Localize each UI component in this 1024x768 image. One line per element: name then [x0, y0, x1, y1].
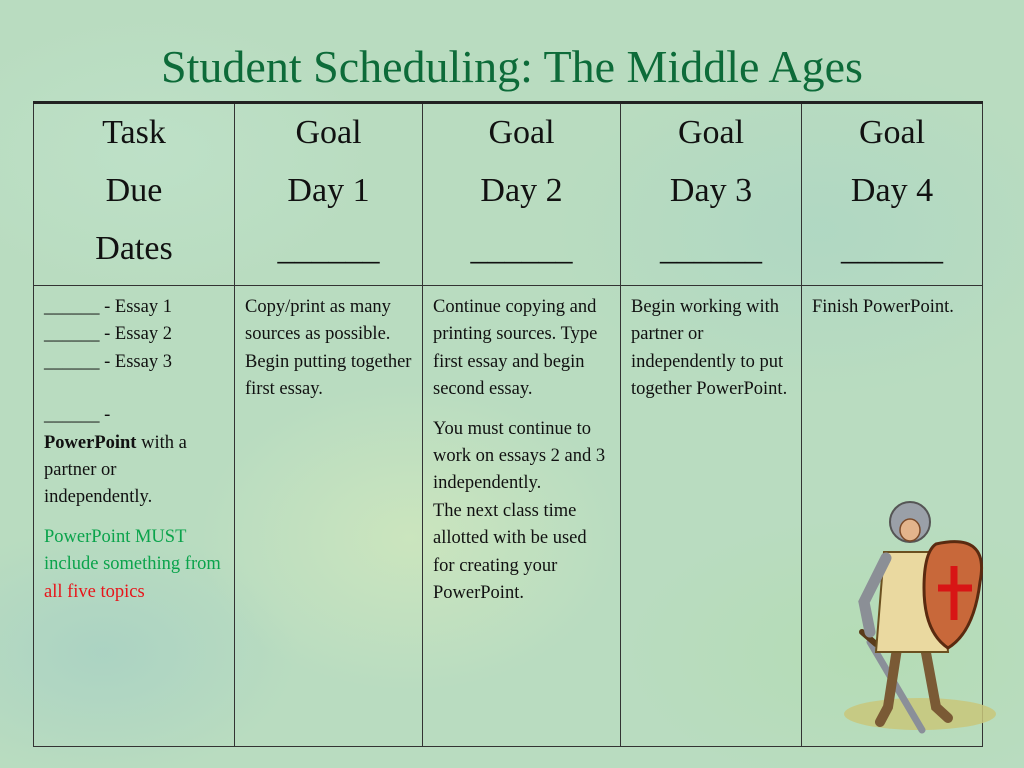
essay-3-due: ______ - Essay 3	[44, 351, 172, 372]
header-line: Day 2	[480, 172, 563, 209]
day-4-goal-text: Finish PowerPoint.	[812, 297, 954, 317]
day-2-goal-note: You must continue to work on essays 2 and 3 independently.	[433, 418, 606, 494]
powerpoint-blank: ______ -	[44, 405, 111, 426]
header-day-2	[423, 103, 621, 286]
header-task-due-dates	[34, 103, 235, 286]
day-2-goal-next: The next class time allotted with be used for creating your PowerPoint.	[433, 500, 587, 604]
header-line: Goal	[488, 114, 555, 151]
day-2-goal-cell	[423, 286, 621, 747]
task-due-dates-cell	[34, 286, 235, 747]
header-line: Day 1	[287, 172, 370, 209]
day-1-goal-text: Copy/print as many sources as possible. Begin putting together first essay.	[245, 297, 412, 400]
header-line: ______	[277, 230, 380, 267]
header-row	[34, 103, 983, 286]
header-line: Due	[105, 172, 163, 209]
header-line: ______	[841, 230, 943, 267]
powerpoint-due	[44, 402, 225, 512]
header-day-3	[621, 103, 802, 286]
powerpoint-label: PowerPoint	[44, 432, 137, 453]
powerpoint-note: with a partner or independently.	[44, 432, 187, 508]
essay-1-due: ______ - Essay 1	[44, 297, 172, 317]
header-line: Goal	[858, 114, 926, 151]
slide-title: Student Scheduling: The Middle Ages	[161, 41, 863, 92]
day-1-goal-cell	[235, 286, 423, 747]
header-line: ______	[660, 230, 762, 267]
requirement-emphasis: all five topics	[44, 581, 145, 602]
powerpoint-requirement	[44, 524, 225, 606]
header-line: Day 4	[850, 172, 934, 209]
day-3-goal-cell	[621, 286, 802, 747]
header-line: ______	[470, 230, 573, 267]
header-line: Dates	[95, 230, 173, 267]
header-day-4	[802, 103, 983, 286]
day-3-goal-text: Begin working with partner or independently to put together PowerPoint.	[631, 297, 788, 400]
essay-2-due: ______ - Essay 2	[44, 324, 172, 345]
day-2-goal-text: Continue copying and printing sources. Type first essay and begin second essay.	[433, 297, 598, 400]
header-line: Goal	[295, 114, 362, 151]
knight-clipart	[840, 492, 1000, 752]
header-day-1	[235, 103, 423, 286]
header-line: Task	[102, 114, 166, 151]
header-line: Goal	[677, 114, 745, 151]
requirement-text: PowerPoint MUST include something from	[44, 526, 221, 575]
header-line: Day 3	[669, 172, 753, 209]
